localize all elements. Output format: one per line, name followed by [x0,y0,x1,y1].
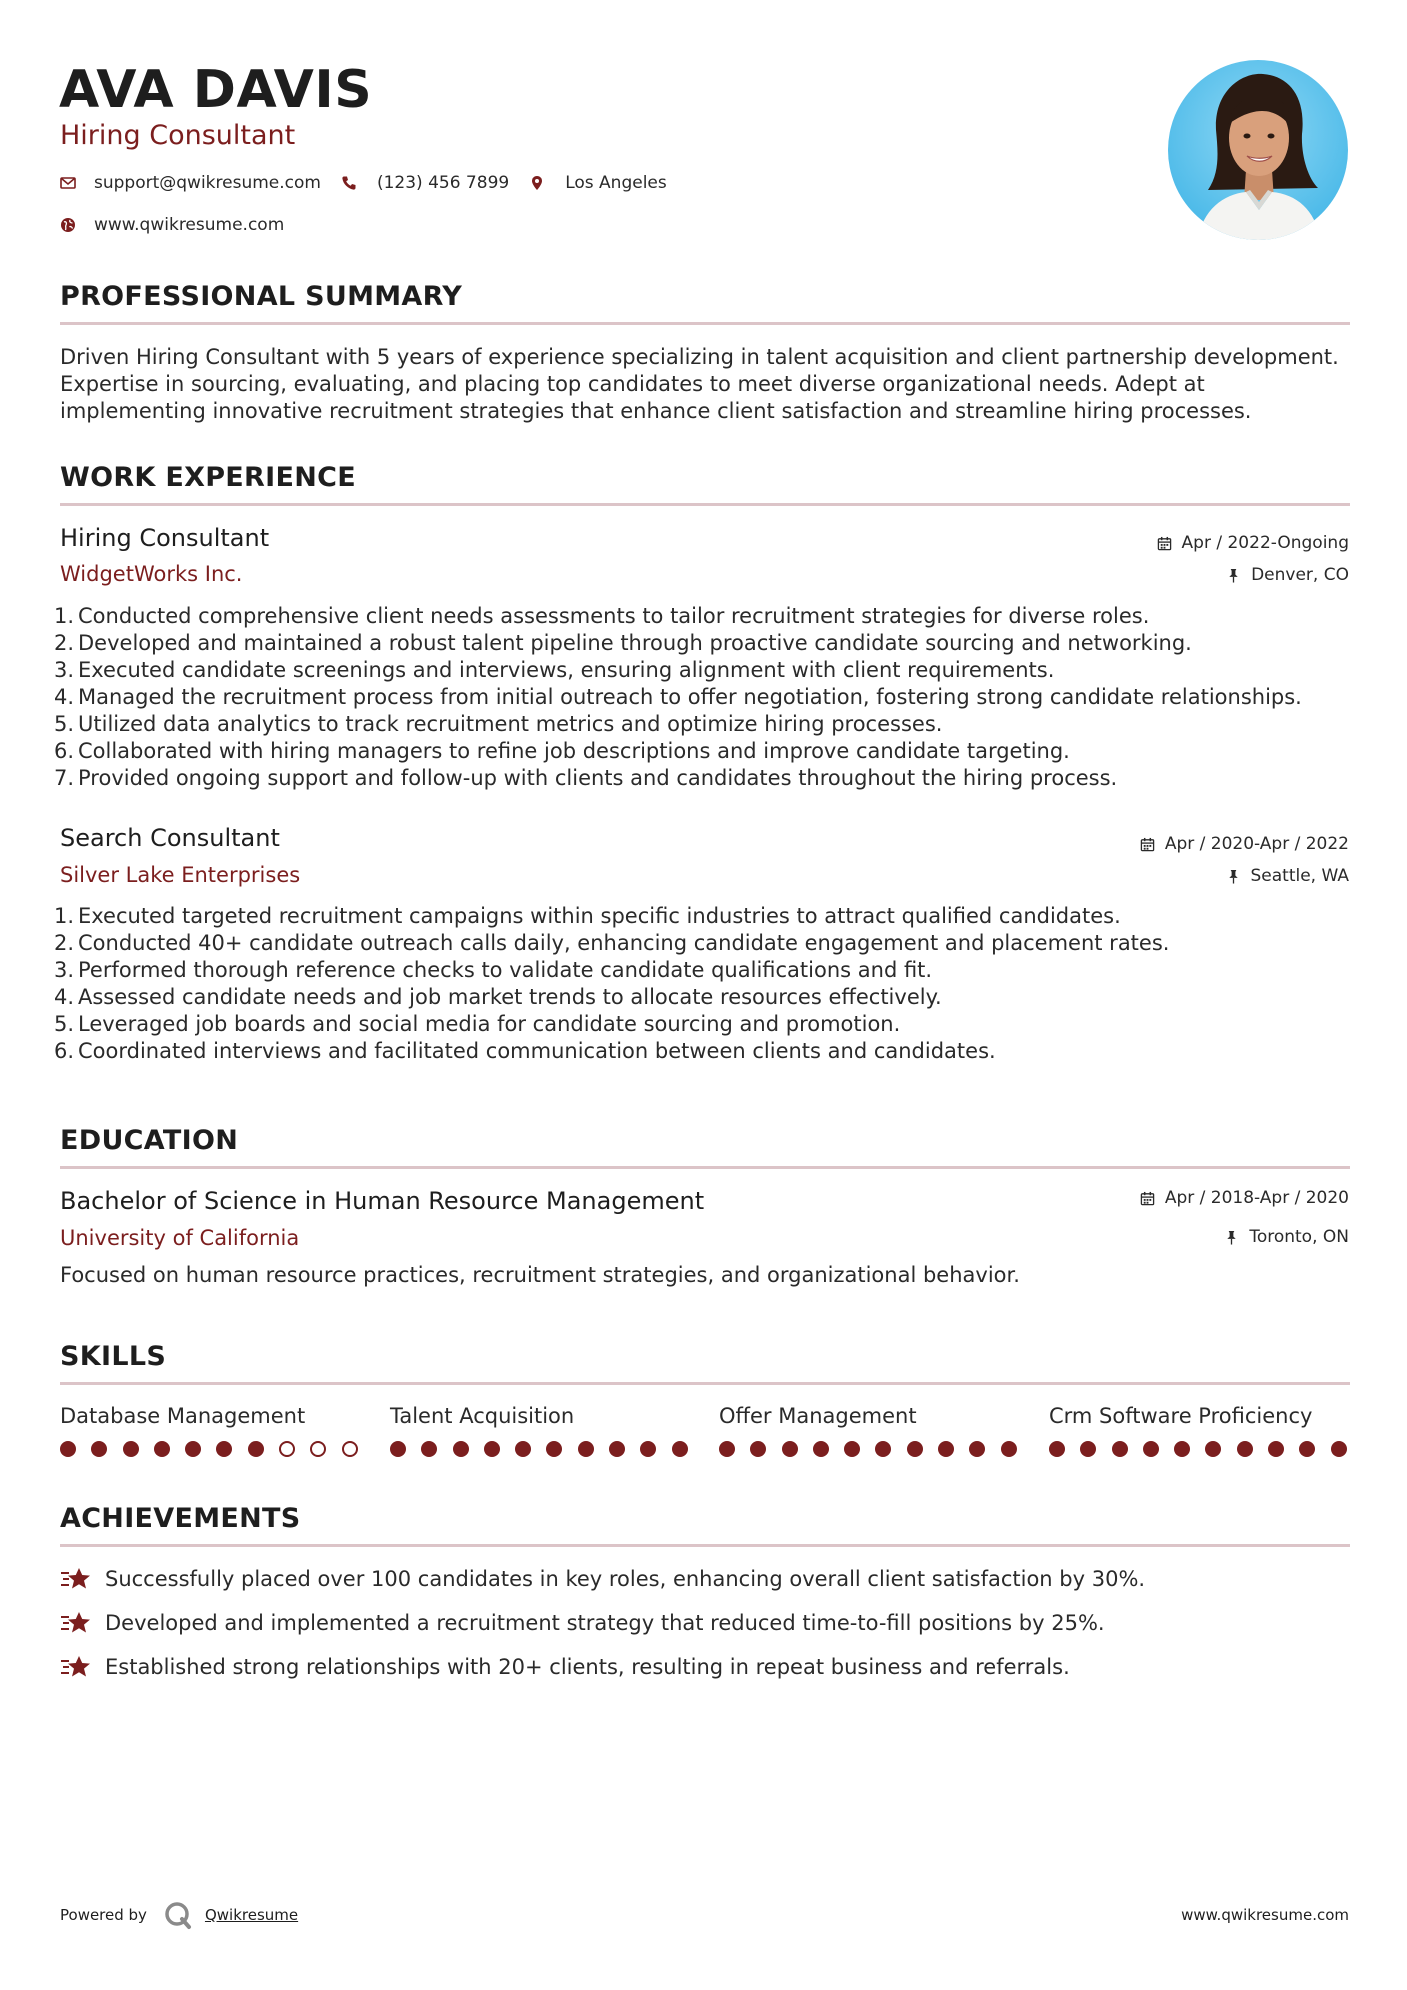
candidate-name: AVA DAVIS [59,60,373,120]
email-text: support@qwikresume.com [94,173,321,193]
rating-dot-filled [390,1441,406,1457]
calendar-icon [1157,536,1172,551]
skill-rating [390,1441,688,1457]
star-award-icon [60,1610,92,1636]
section-title-skills: SKILLS [60,1341,167,1372]
education-location-text: Toronto, ON [1249,1227,1349,1247]
pushpin-icon [1226,869,1241,884]
skill-name: Talent Acquisition [390,1404,575,1428]
contact-website[interactable] [60,215,284,235]
rating-dot-filled [719,1441,735,1457]
rating-dot-filled [185,1441,201,1457]
job-dates [1140,833,1349,855]
rating-dot-filled [515,1441,531,1457]
rating-dot-filled [123,1441,139,1457]
rating-dot-filled [1331,1441,1347,1457]
list-item: 2. Developed and maintained a robust talent pipeline through proactive candidate sourcing and networking. [54,631,1192,655]
rating-dot-filled [938,1441,954,1457]
degree-title: Bachelor of Science in Human Resource Management [60,1187,705,1215]
rating-dot-empty [310,1441,326,1457]
achievement-text: Developed and implemented a recruitment strategy that reduced time-to-fill positions by 25%. [105,1611,1105,1635]
profile-photo [1168,60,1348,240]
skill-name: Database Management [60,1404,306,1428]
rating-dot-filled [453,1441,469,1457]
skill-name: Offer Management [719,1404,917,1428]
rating-dot-filled [1237,1441,1253,1457]
job-dates-text: Apr / 2022-Ongoing [1181,533,1349,553]
job-title: Hiring Consultant [60,524,270,552]
contact-location [529,173,667,193]
section-divider [60,1382,1350,1385]
contact-row-secondary [60,215,304,235]
rating-dot-filled [546,1441,562,1457]
job-location-text: Seattle, WA [1250,866,1349,886]
company-name: Silver Lake Enterprises [60,863,301,887]
rating-dot-filled [609,1441,625,1457]
qwikresume-logo-icon [163,1900,193,1930]
rating-dot-filled [154,1441,170,1457]
job-location [1226,564,1349,586]
rating-dot-filled [1001,1441,1017,1457]
rating-dot-filled [672,1441,688,1457]
rating-dot-filled [1080,1441,1096,1457]
rating-dot-filled [969,1441,985,1457]
rating-dot-filled [1205,1441,1221,1457]
rating-dot-filled [1112,1441,1128,1457]
achievement-item [60,1565,1145,1593]
job-responsibilities [54,603,1350,792]
envelope-icon [60,175,76,191]
list-item: 2. Conducted 40+ candidate outreach calls daily, enhancing candidate engagement and placement rates. [54,931,1170,955]
star-award-icon [60,1654,92,1680]
section-divider [60,503,1350,506]
section-title-education: EDUCATION [60,1125,239,1156]
list-item: 6. Collaborated with hiring managers to refine job descriptions and improve candidate targeting. [54,739,1070,763]
education-dates [1140,1187,1349,1209]
list-item: 3. Executed candidate screenings and interviews, ensuring alignment with client requirements. [54,658,1055,682]
list-item: 4. Managed the recruitment process from initial outreach to offer negotiation, fostering strong candidate relationships. [54,685,1302,709]
rating-dot-filled [750,1441,766,1457]
star-award-icon [60,1566,92,1592]
rating-dot-filled [782,1441,798,1457]
rating-dot-filled [60,1441,76,1457]
phone-text: (123) 456 7899 [376,173,510,193]
website-text: www.qwikresume.com [94,215,285,235]
rating-dot-filled [578,1441,594,1457]
rating-dot-filled [1299,1441,1315,1457]
section-divider [60,322,1350,325]
globe-icon [60,217,76,233]
job-dates-text: Apr / 2020-Apr / 2022 [1164,834,1349,854]
rating-dot-filled [484,1441,500,1457]
contact-row-primary [60,173,687,193]
calendar-icon [1140,837,1155,852]
job-responsibilities [54,903,1350,1065]
rating-dot-filled [1143,1441,1159,1457]
location-text: Los Angeles [565,173,667,193]
school-name: University of California [60,1226,300,1250]
powered-by-label: Powered by [60,1906,147,1924]
map-pin-icon [529,175,545,191]
section-title-experience: WORK EXPERIENCE [60,462,356,493]
list-item: 5. Utilized data analytics to track recruitment metrics and optimize hiring processes. [54,712,943,736]
footer-website[interactable]: www.qwikresume.com [1181,1906,1349,1924]
achievement-text: Successfully placed over 100 candidates in key roles, enhancing overall client satisfaction by 30%. [105,1567,1146,1591]
pushpin-icon [1224,1230,1239,1245]
rating-dot-filled [813,1441,829,1457]
section-divider [60,1166,1350,1169]
skill-name: Crm Software Proficiency [1049,1404,1313,1428]
rating-dot-filled [907,1441,923,1457]
section-divider [60,1544,1350,1547]
calendar-icon [1140,1191,1155,1206]
pushpin-icon [1226,568,1241,583]
section-title-achievements: ACHIEVEMENTS [60,1503,301,1534]
list-item: 5. Leveraged job boards and social media for candidate sourcing and promotion. [54,1012,901,1036]
company-name: WidgetWorks Inc. [60,562,243,586]
rating-dot-filled [640,1441,656,1457]
summary-text: Driven Hiring Consultant with 5 years of experience specializing in talent acquisition and client partnership development. Expertise in sourcing, evaluating, and placing top candidates to meet diverse organizational needs. Adept at implementing innovative recruitment strategies that enhance client satisfaction and streamline hiring processes. [60,345,1339,423]
job-location-text: Denver, CO [1251,565,1349,585]
job-dates [1157,532,1349,554]
rating-dot-filled [1049,1441,1065,1457]
rating-dot-empty [342,1441,358,1457]
rating-dot-filled [248,1441,264,1457]
education-description: Focused on human resource practices, recruitment strategies, and organizational behavior. [60,1263,1020,1287]
list-item: 6. Coordinated interviews and facilitated communication between clients and candidates. [54,1039,996,1063]
list-item: 7. Provided ongoing support and follow-up with clients and candidates throughout the hiring process. [54,766,1118,790]
phone-icon [341,175,357,191]
contact-phone[interactable] [341,173,509,193]
rating-dot-filled [421,1441,437,1457]
footer-branding [60,1900,298,1930]
list-item: 3. Performed thorough reference checks to validate candidate qualifications and fit. [54,958,933,982]
job-location [1226,865,1350,887]
skill-rating [1049,1441,1347,1457]
rating-dot-filled [216,1441,232,1457]
list-item: 1. Executed targeted recruitment campaigns within specific industries to attract qualified candidates. [54,904,1121,928]
skill-rating [719,1441,1017,1457]
rating-dot-empty [279,1441,295,1457]
education-dates-text: Apr / 2018-Apr / 2020 [1164,1188,1349,1208]
achievement-item [60,1653,1070,1681]
contact-email[interactable] [60,173,321,193]
rating-dot-filled [91,1441,107,1457]
section-title-summary: PROFESSIONAL SUMMARY [60,281,463,312]
list-item: 1. Conducted comprehensive client needs assessments to tailor recruitment strategies for diverse roles. [54,604,1150,628]
education-location [1224,1226,1349,1248]
job-title: Search Consultant [60,824,280,852]
list-item: 4. Assessed candidate needs and job market trends to allocate resources effectively. [54,985,942,1009]
skill-rating [60,1441,358,1457]
rating-dot-filled [844,1441,860,1457]
candidate-title: Hiring Consultant [60,120,296,151]
rating-dot-filled [1174,1441,1190,1457]
qwikresume-link[interactable]: Qwikresume [204,1906,299,1924]
rating-dot-filled [1268,1441,1284,1457]
achievement-text: Established strong relationships with 20+ clients, resulting in repeat business and referrals. [105,1655,1070,1679]
rating-dot-filled [875,1441,891,1457]
achievement-item [60,1609,1105,1637]
